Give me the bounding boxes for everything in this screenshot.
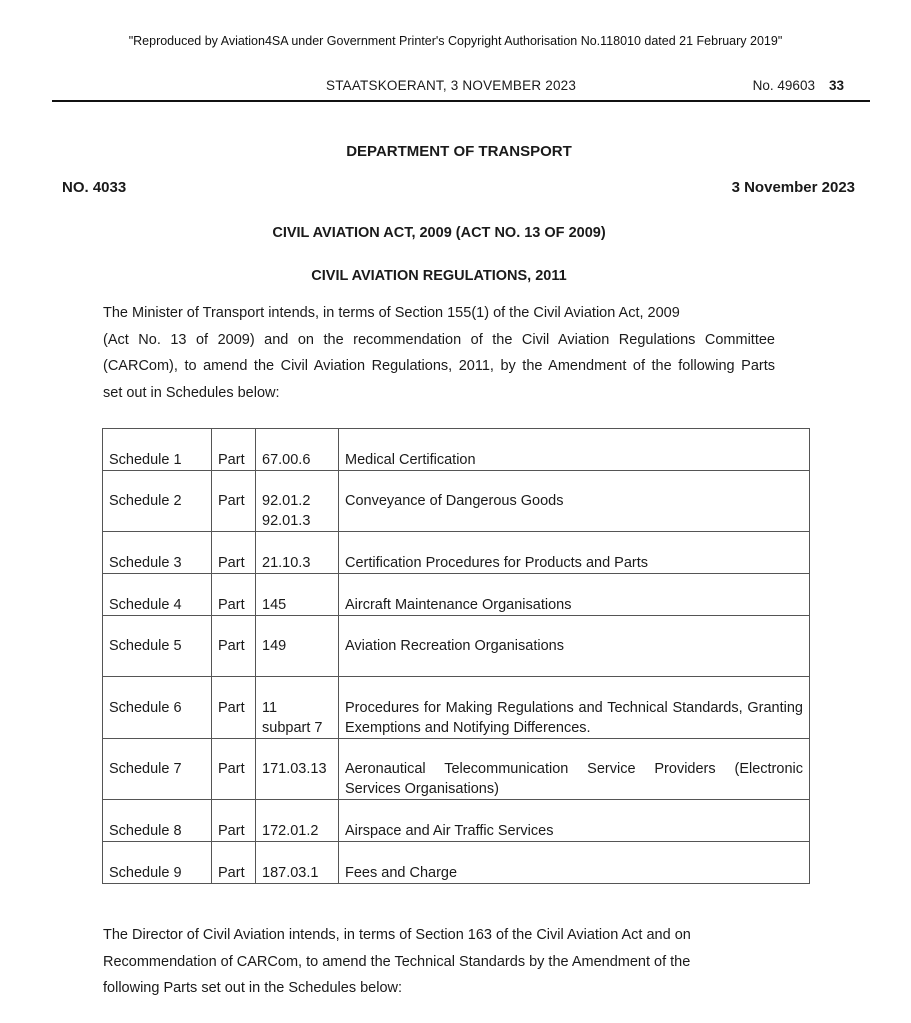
gazette-number-block (753, 78, 844, 93)
part-number-cell (256, 616, 339, 677)
outro-line: Recommendation of CARCom, to amend the Technical Standards by the Amendment of the (103, 953, 691, 970)
intro-paragraph (103, 300, 775, 406)
table-row (103, 800, 810, 842)
part-number-cell (256, 800, 339, 842)
gazette-title: STAATSKOERANT, 3 NOVEMBER 2023 (326, 78, 577, 93)
gazette-header (52, 78, 870, 102)
part-number: 92.01.3 (262, 513, 311, 529)
table-row (103, 532, 810, 574)
description-cell: Airspace and Air Traffic Services (339, 800, 810, 842)
schedule-cell: Schedule 7 (103, 739, 212, 800)
schedule-cell: Schedule 6 (103, 677, 212, 739)
description-cell: Conveyance of Dangerous Goods (339, 471, 810, 532)
description-cell: Certification Procedures for Products and Parts (339, 532, 810, 574)
schedule-cell: Schedule 8 (103, 800, 212, 842)
part-number-cell (256, 429, 339, 471)
schedule-cell: Schedule 5 (103, 616, 212, 677)
notice-number: NO. 4033 (62, 179, 127, 196)
table-row (103, 574, 810, 616)
part-label-cell: Part (212, 739, 256, 800)
outro-line: following Parts set out in the Schedules below: (103, 980, 403, 996)
part-number: subpart 7 (262, 720, 323, 736)
outro-paragraph (103, 922, 743, 1002)
schedule-cell: Schedule 9 (103, 842, 212, 884)
reproduction-notice: "Reproduced by Aviation4SA under Government Printer's Copyright Authorisation No.118010 dated 21 February 2019" (128, 34, 783, 48)
description-cell: Aviation Recreation Organisations (339, 616, 810, 677)
table-row (103, 677, 810, 739)
part-label-cell: Part (212, 471, 256, 532)
part-number: 92.01.2 (262, 493, 311, 509)
part-label-cell: Part (212, 532, 256, 574)
part-label-cell: Part (212, 616, 256, 677)
part-number-cell (256, 471, 339, 532)
part-number: 21.10.3 (262, 555, 311, 571)
schedule-cell: Schedule 1 (103, 429, 212, 471)
table-row (103, 429, 810, 471)
page-number: 33 (828, 78, 844, 93)
part-number: 171.03.13 (262, 761, 327, 777)
intro-line: (CARCom), to amend the Civil Aviation Regulations, 2011, by the Amendment of the following Parts (103, 358, 775, 374)
part-number-cell (256, 739, 339, 800)
table-row (103, 471, 810, 532)
part-number: 187.03.1 (262, 865, 319, 881)
table-row (103, 739, 810, 800)
intro-line: set out in Schedules below: (103, 384, 280, 401)
outro-line: The Director of Civil Aviation intends, in terms of Section 163 of the Civil Aviation Act and on (103, 927, 691, 943)
act-title: CIVIL AVIATION ACT, 2009 (ACT NO. 13 OF 2009) (272, 225, 606, 241)
part-label-cell: Part (212, 677, 256, 739)
part-label-cell: Part (212, 842, 256, 884)
schedules-table (102, 428, 810, 884)
part-number-cell (256, 532, 339, 574)
intro-line: (Act No. 13 of 2009) and on the recommendation of the Civil Aviation Regulations Committee (103, 331, 775, 348)
intro-line: The Minister of Transport intends, in terms of Section 155(1) of the Civil Aviation Act, 2009 (103, 305, 680, 321)
gazette-number: No. 49603 (752, 78, 815, 93)
regulations-title: CIVIL AVIATION REGULATIONS, 2011 (311, 268, 567, 284)
description-cell: Procedures for Making Regulations and Technical Standards, Granting Exemptions and Notifying Differences. (339, 677, 810, 739)
part-label-cell: Part (212, 429, 256, 471)
schedule-cell: Schedule 2 (103, 471, 212, 532)
part-label-cell: Part (212, 574, 256, 616)
part-number: 67.00.6 (262, 452, 311, 468)
table-row (103, 616, 810, 677)
department-heading: DEPARTMENT OF TRANSPORT (346, 143, 572, 160)
part-number-cell (256, 574, 339, 616)
schedule-cell: Schedule 4 (103, 574, 212, 616)
description-cell: Aircraft Maintenance Organisations (339, 574, 810, 616)
part-number-cell (256, 677, 339, 739)
description-cell: Aeronautical Telecommunication Service Providers (Electronic Services Organisations) (339, 739, 810, 800)
schedule-cell: Schedule 3 (103, 532, 212, 574)
part-number: 172.01.2 (262, 823, 319, 839)
part-number: 11 (262, 700, 278, 716)
table-row (103, 842, 810, 884)
description-cell: Medical Certification (339, 429, 810, 471)
part-number: 149 (262, 638, 287, 654)
part-number: 145 (262, 597, 287, 613)
part-number-cell (256, 842, 339, 884)
notice-date: 3 November 2023 (731, 179, 855, 196)
part-label-cell: Part (212, 800, 256, 842)
description-cell: Fees and Charge (339, 842, 810, 884)
